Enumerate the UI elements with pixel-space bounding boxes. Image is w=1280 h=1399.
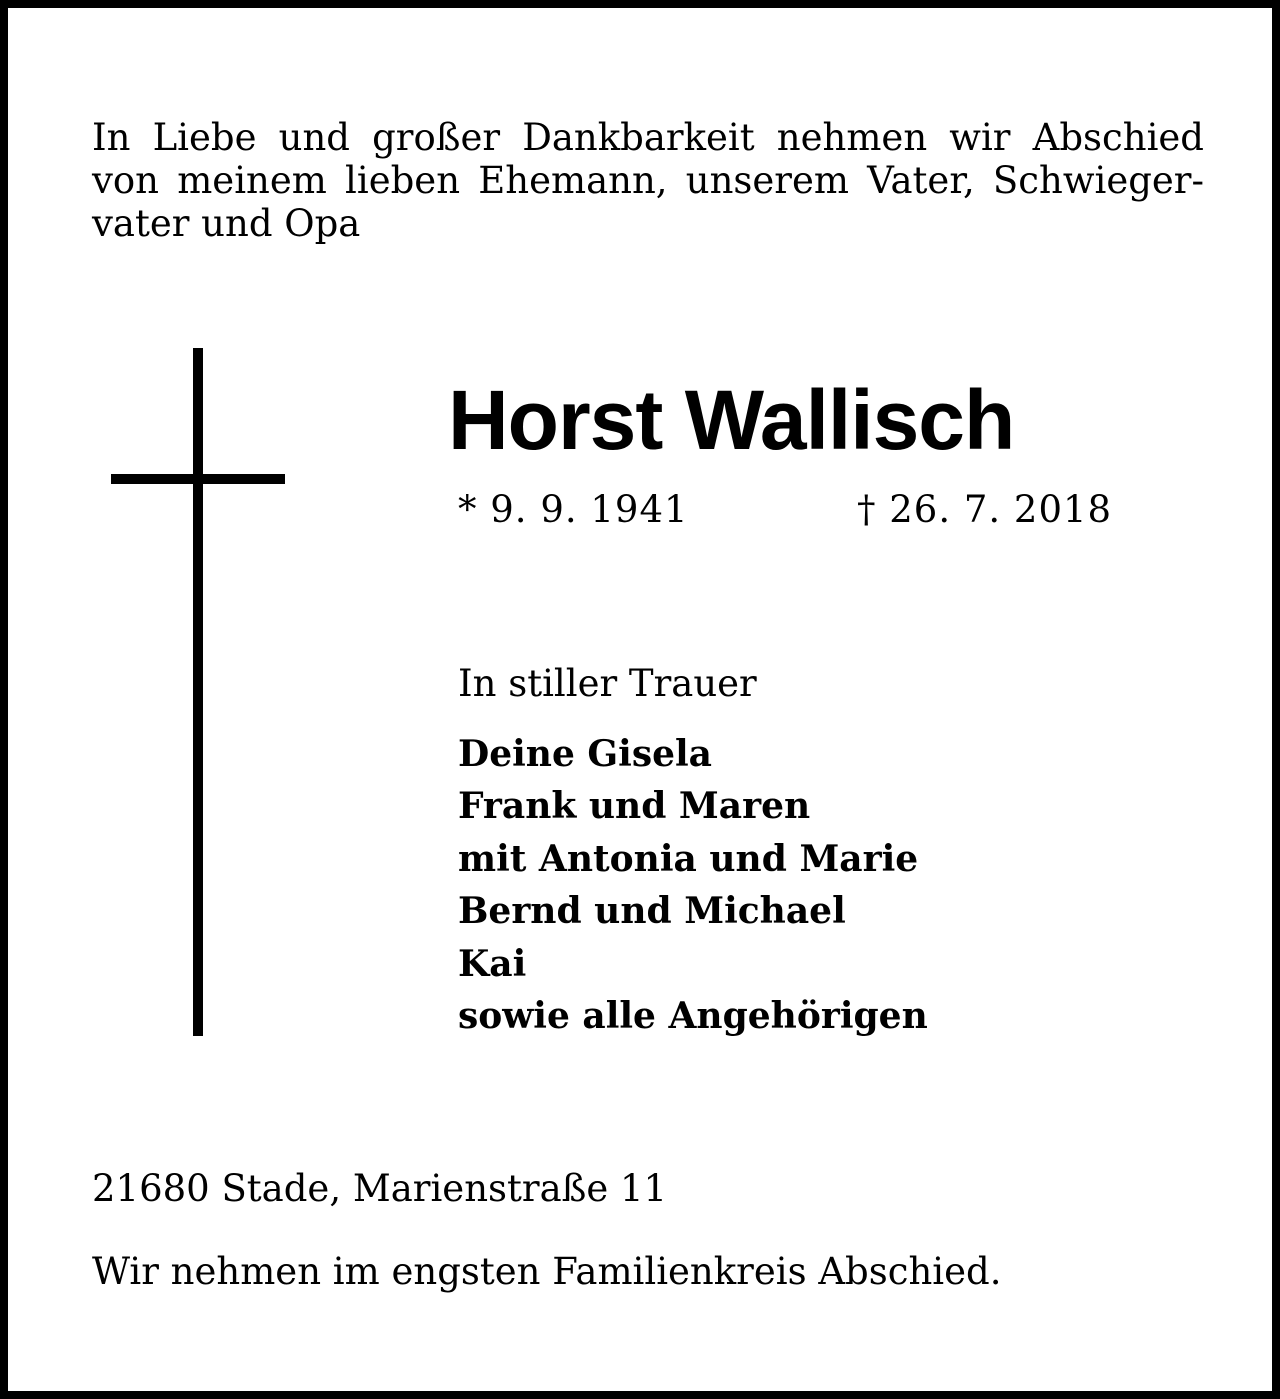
mourner-name: Kai xyxy=(458,942,527,985)
mourner-name: Deine Gisela xyxy=(458,733,713,775)
address: 21680 Stade, Marienstraße 11 xyxy=(92,1167,668,1210)
birth-date: * 9. 9. 1941 xyxy=(458,488,689,531)
mourner-name: mit Antonia und Marie xyxy=(458,837,919,880)
mourner-name: Bernd und Michael xyxy=(458,890,846,933)
cross-icon-vertical-bar xyxy=(193,348,203,1036)
mourner-name: Frank und Maren xyxy=(458,785,811,828)
mourning-heading: In stiller Trauer xyxy=(458,662,757,705)
intro-line: vater und Opa xyxy=(92,202,361,245)
closing-note: Wir nehmen im engsten Familienkreis Abschied. xyxy=(92,1250,1002,1293)
mourners-list xyxy=(458,728,928,1042)
intro-line: In Liebe und großer Dankbarkeit nehmen wir Abschied xyxy=(92,116,1204,159)
deceased-name: Horst Wallisch xyxy=(448,373,1015,467)
intro-line: von meinem lieben Ehemann, unserem Vater, Schwieger- xyxy=(92,159,1204,202)
cross-icon-horizontal-bar xyxy=(111,474,285,484)
mourner-name: sowie alle Angehörigen xyxy=(458,995,928,1038)
death-date: † 26. 7. 2018 xyxy=(857,488,1113,531)
intro-text xyxy=(92,116,1204,245)
